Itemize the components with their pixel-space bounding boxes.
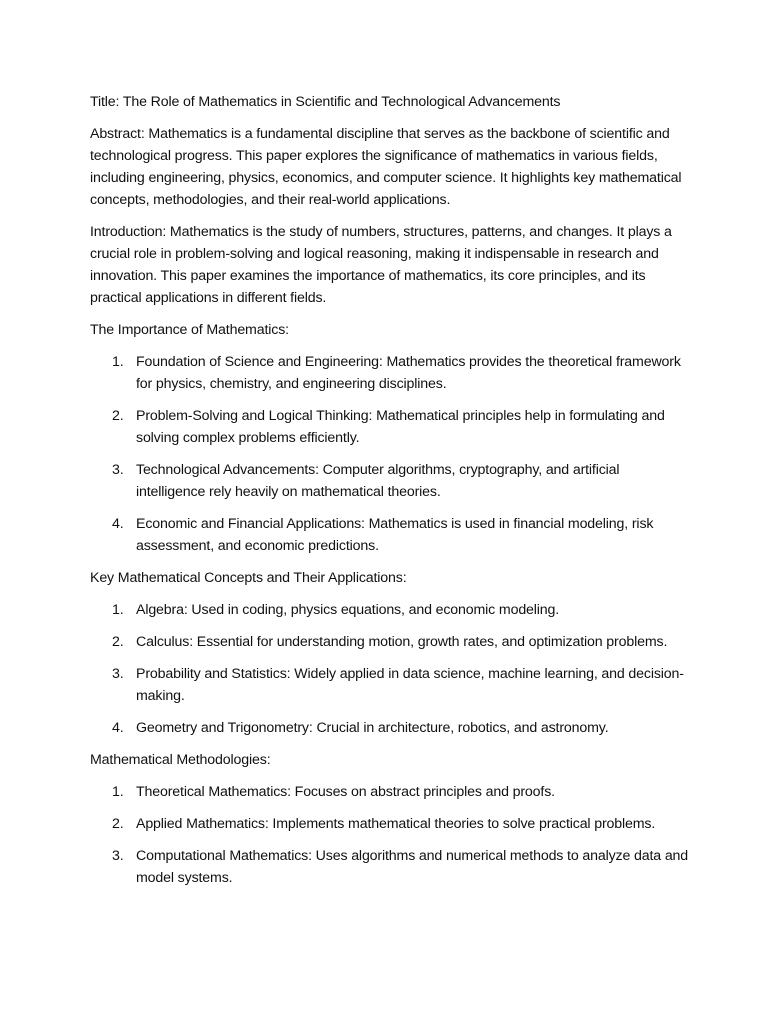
list-item xyxy=(90,781,690,803)
list-item-number: 1. xyxy=(112,784,124,800)
list-item-text: Problem-Solving and Logical Thinking: Mathematical principles help in formulating and solving complex problems efficiently. xyxy=(136,408,665,446)
list-item-number: 4. xyxy=(112,720,124,736)
concepts-list xyxy=(90,599,690,739)
list-item-text: Theoretical Mathematics: Focuses on abstract principles and proofs. xyxy=(136,784,555,800)
list-item-number: 2. xyxy=(112,816,124,832)
list-item xyxy=(90,351,690,395)
list-item-number: 3. xyxy=(112,666,124,682)
list-item xyxy=(90,717,690,739)
list-item-number: 2. xyxy=(112,634,124,650)
methodologies-heading: Mathematical Methodologies: xyxy=(90,752,271,768)
list-item xyxy=(90,845,690,889)
list-item xyxy=(90,631,690,653)
list-item-text: Applied Mathematics: Implements mathematical theories to solve practical problems. xyxy=(136,816,656,832)
list-item xyxy=(90,513,690,557)
list-item xyxy=(90,813,690,835)
document-title: Title: The Role of Mathematics in Scientific and Technological Advancements xyxy=(90,94,561,110)
list-item-text: Foundation of Science and Engineering: Mathematics provides the theoretical framework for physics, chemistry, and engineering disciplines. xyxy=(136,354,681,392)
document-page xyxy=(90,91,690,899)
list-item xyxy=(90,459,690,503)
list-item-number: 1. xyxy=(112,354,124,370)
list-item-number: 3. xyxy=(112,848,124,864)
list-item-number: 3. xyxy=(112,462,124,478)
abstract-paragraph: Abstract: Mathematics is a fundamental discipline that serves as the backbone of scientific and technological progress. This paper explores the significance of mathematics in various fields, including engineering, physics, economics, and computer science. It highlights key mathematical concepts, methodologies, and their real-world applications. xyxy=(90,126,682,208)
list-item-number: 2. xyxy=(112,408,124,424)
list-item-number: 1. xyxy=(112,602,124,618)
importance-list xyxy=(90,351,690,557)
list-item-text: Algebra: Used in coding, physics equations, and economic modeling. xyxy=(136,602,560,618)
introduction-paragraph: Introduction: Mathematics is the study of numbers, structures, patterns, and changes. It plays a crucial role in problem-solving and logical reasoning, making it indispensable in research and innovation. This paper examines the importance of mathematics, its core principles, and its practical applications in different fields. xyxy=(90,224,672,306)
list-item-text: Computational Mathematics: Uses algorithms and numerical methods to analyze data and model systems. xyxy=(136,848,689,886)
list-item-text: Geometry and Trigonometry: Crucial in architecture, robotics, and astronomy. xyxy=(136,720,609,736)
methodologies-list xyxy=(90,781,690,889)
concepts-heading: Key Mathematical Concepts and Their Applications: xyxy=(90,570,407,586)
list-item xyxy=(90,405,690,449)
list-item-text: Technological Advancements: Computer algorithms, cryptography, and artificial intelligence rely heavily on mathematical theories. xyxy=(136,462,620,500)
list-item-number: 4. xyxy=(112,516,124,532)
list-item xyxy=(90,663,690,707)
list-item-text: Economic and Financial Applications: Mathematics is used in financial modeling, risk assessment, and economic predictions. xyxy=(136,516,654,554)
list-item-text: Probability and Statistics: Widely applied in data science, machine learning, and decision-making. xyxy=(136,666,684,704)
importance-heading: The Importance of Mathematics: xyxy=(90,322,289,338)
list-item-text: Calculus: Essential for understanding motion, growth rates, and optimization problems. xyxy=(136,634,668,650)
list-item xyxy=(90,599,690,621)
